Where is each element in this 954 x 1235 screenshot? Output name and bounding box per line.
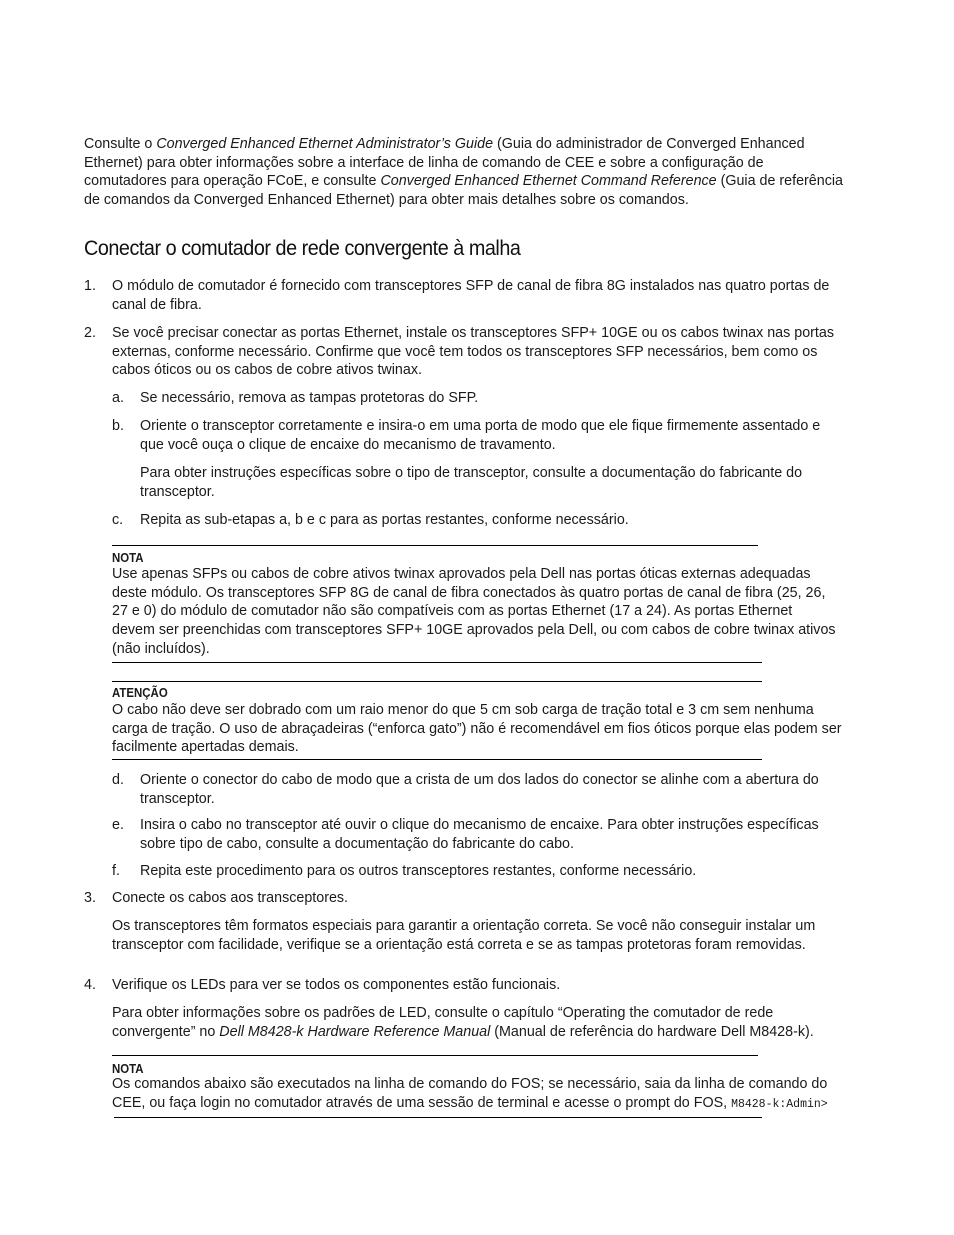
step-3-number: 3. <box>84 890 96 906</box>
substep-f-text: Repita este procedimento para os outros transceptores restantes, conforme necessário. <box>140 863 697 879</box>
intro-reference-title: Converged Enhanced Ethernet Command Reference <box>380 173 717 190</box>
note-2-body: Os comandos abaixo são executados na linha de comando do FOS; se necessário, saia da linha de comando do CEE, ou faça login no comutador através de uma sessão de terminal e acesse o prompt do FOS, <box>112 1076 828 1111</box>
caution-bottom-rule <box>112 759 762 760</box>
substep-c-label: c. <box>112 512 124 528</box>
substep-a-text: Se necessário, remova as tampas protetoras do SFP. <box>140 390 479 406</box>
step-2-text: Se você precisar conectar as portas Ethernet, instale os transceptores SFP+ 10GE ou os cabos twinax nas portas externas, conforme necessário. Confirme que você tem todos os transceptores SFP necessários, bem como os cabos óticos ou os cabos de cobre ativos twinax. <box>112 325 834 379</box>
intro-guide-title: Converged Enhanced Ethernet Administrator’s Guide <box>156 136 494 152</box>
substep-d-text: Oriente o conector do cabo de modo que a crista de um dos lados do conector se alinhe com a abertura do transceptor. <box>140 772 819 807</box>
note-1-label: NOTA <box>112 550 144 565</box>
substep-b-label: b. <box>112 418 124 434</box>
step-1-text: O módulo de comutador é fornecido com transceptores SFP de canal de fibra 8G instalados nas quatro portas de canal de fibra. <box>112 278 830 313</box>
step-3-extra: Os transceptores têm formatos especiais para garantir a orientação correta. Se você não conseguir instalar um transceptor com facilidade, verifique se a orientação está correta e se as tampas protetoras foram removidas. <box>112 918 816 953</box>
note-1-bottom-rule <box>112 662 762 663</box>
note-2-text <box>112 1075 847 1114</box>
step-4-manual-title: Dell M8428-k Hardware Reference Manual <box>219 1023 491 1040</box>
step-1-number: 1. <box>84 278 96 294</box>
intro-text-2: (Guia do administrador de Converged Enhanced Ethernet) para obter informações sobre a interface de linha de comando de CEE e sobre a configuração de comutadores para operação FCoE, e consulte <box>84 136 805 190</box>
substep-d-label: d. <box>112 772 124 788</box>
step-4-extra-text-1: Para obter informações sobre os padrões de LED, consulte o capítulo “Operating the comutador de rede convergente” no <box>112 1005 774 1040</box>
caution-label: ATENÇÃO <box>112 685 168 700</box>
substep-b-extra: Para obter instruções específicas sobre o tipo de transceptor, consulte a documentação do fabricante do transceptor. <box>140 465 803 500</box>
caution-text: O cabo não deve ser dobrado com um raio menor do que 5 cm sob carga de tração total e 3 cm sem nenhuma carga de tração. O uso de abraçadeiras (“enforca gato”) não é recomendável em fios óticos porque elas podem ser facilmente apertadas demais. <box>112 702 842 756</box>
fos-prompt: M8428-k:Admin> <box>731 1097 828 1111</box>
note-1-top-rule <box>112 545 758 546</box>
note-2-top-rule <box>112 1055 758 1056</box>
intro-text-1: Consulte o <box>84 136 157 152</box>
caution-top-rule <box>112 681 762 682</box>
substep-c-text: Repita as sub-etapas a, b e c para as portas restantes, conforme necessário. <box>140 512 629 528</box>
intro-paragraph <box>84 135 844 210</box>
substep-e-text: Insira o cabo no transceptor até ouvir o clique do mecanismo de encaixe. Para obter instruções específicas sobre tipo de cabo, consulte a documentação do fabricante do cabo. <box>140 817 819 852</box>
substep-b-text: Oriente o transceptor corretamente e insira-o em uma porta de modo que ele fique firmemente assentado e que você ouça o clique de encaixe do mecanismo de travamento. <box>140 418 821 453</box>
substep-a-label: a. <box>112 390 124 406</box>
step-4-extra <box>112 1004 847 1041</box>
note-1-text: Use apenas SFPs ou cabos de cobre ativos twinax aprovados pela Dell nas portas óticas externas adequadas deste módulo. Os transceptores SFP 8G de canal de fibra conectados às quatro portas de canal de fibra (25, 26, 27 e 0) do módulo de comutador não são compatíveis com as portas Ethernet (17 a 24). As portas Ethernet devem ser preenchidas com transceptores SFP+ 10GE aprovados pela Dell, ou com cabos de cobre twinax ativos (não incluídos). <box>112 566 836 657</box>
step-3-text: Conecte os cabos aos transceptores. <box>112 890 349 906</box>
note-2-label: NOTA <box>112 1061 144 1076</box>
intro-text-3: (Guia de referência de comandos da Converged Enhanced Ethernet) para obter mais detalhes sobre os comandos. <box>84 173 843 209</box>
substep-f-label: f. <box>112 863 120 879</box>
step-4-text: Verifique os LEDs para ver se todos os componentes estão funcionais. <box>112 977 561 993</box>
note-2-bottom-rule <box>114 1117 762 1118</box>
step-2-number: 2. <box>84 325 96 341</box>
section-heading: Conectar o comutador de rede convergente à malha <box>84 236 521 260</box>
step-4-number: 4. <box>84 977 96 993</box>
step-4-extra-text-2: (Manual de referência do hardware Dell M8428-k). <box>490 1023 814 1040</box>
substep-e-label: e. <box>112 817 124 833</box>
